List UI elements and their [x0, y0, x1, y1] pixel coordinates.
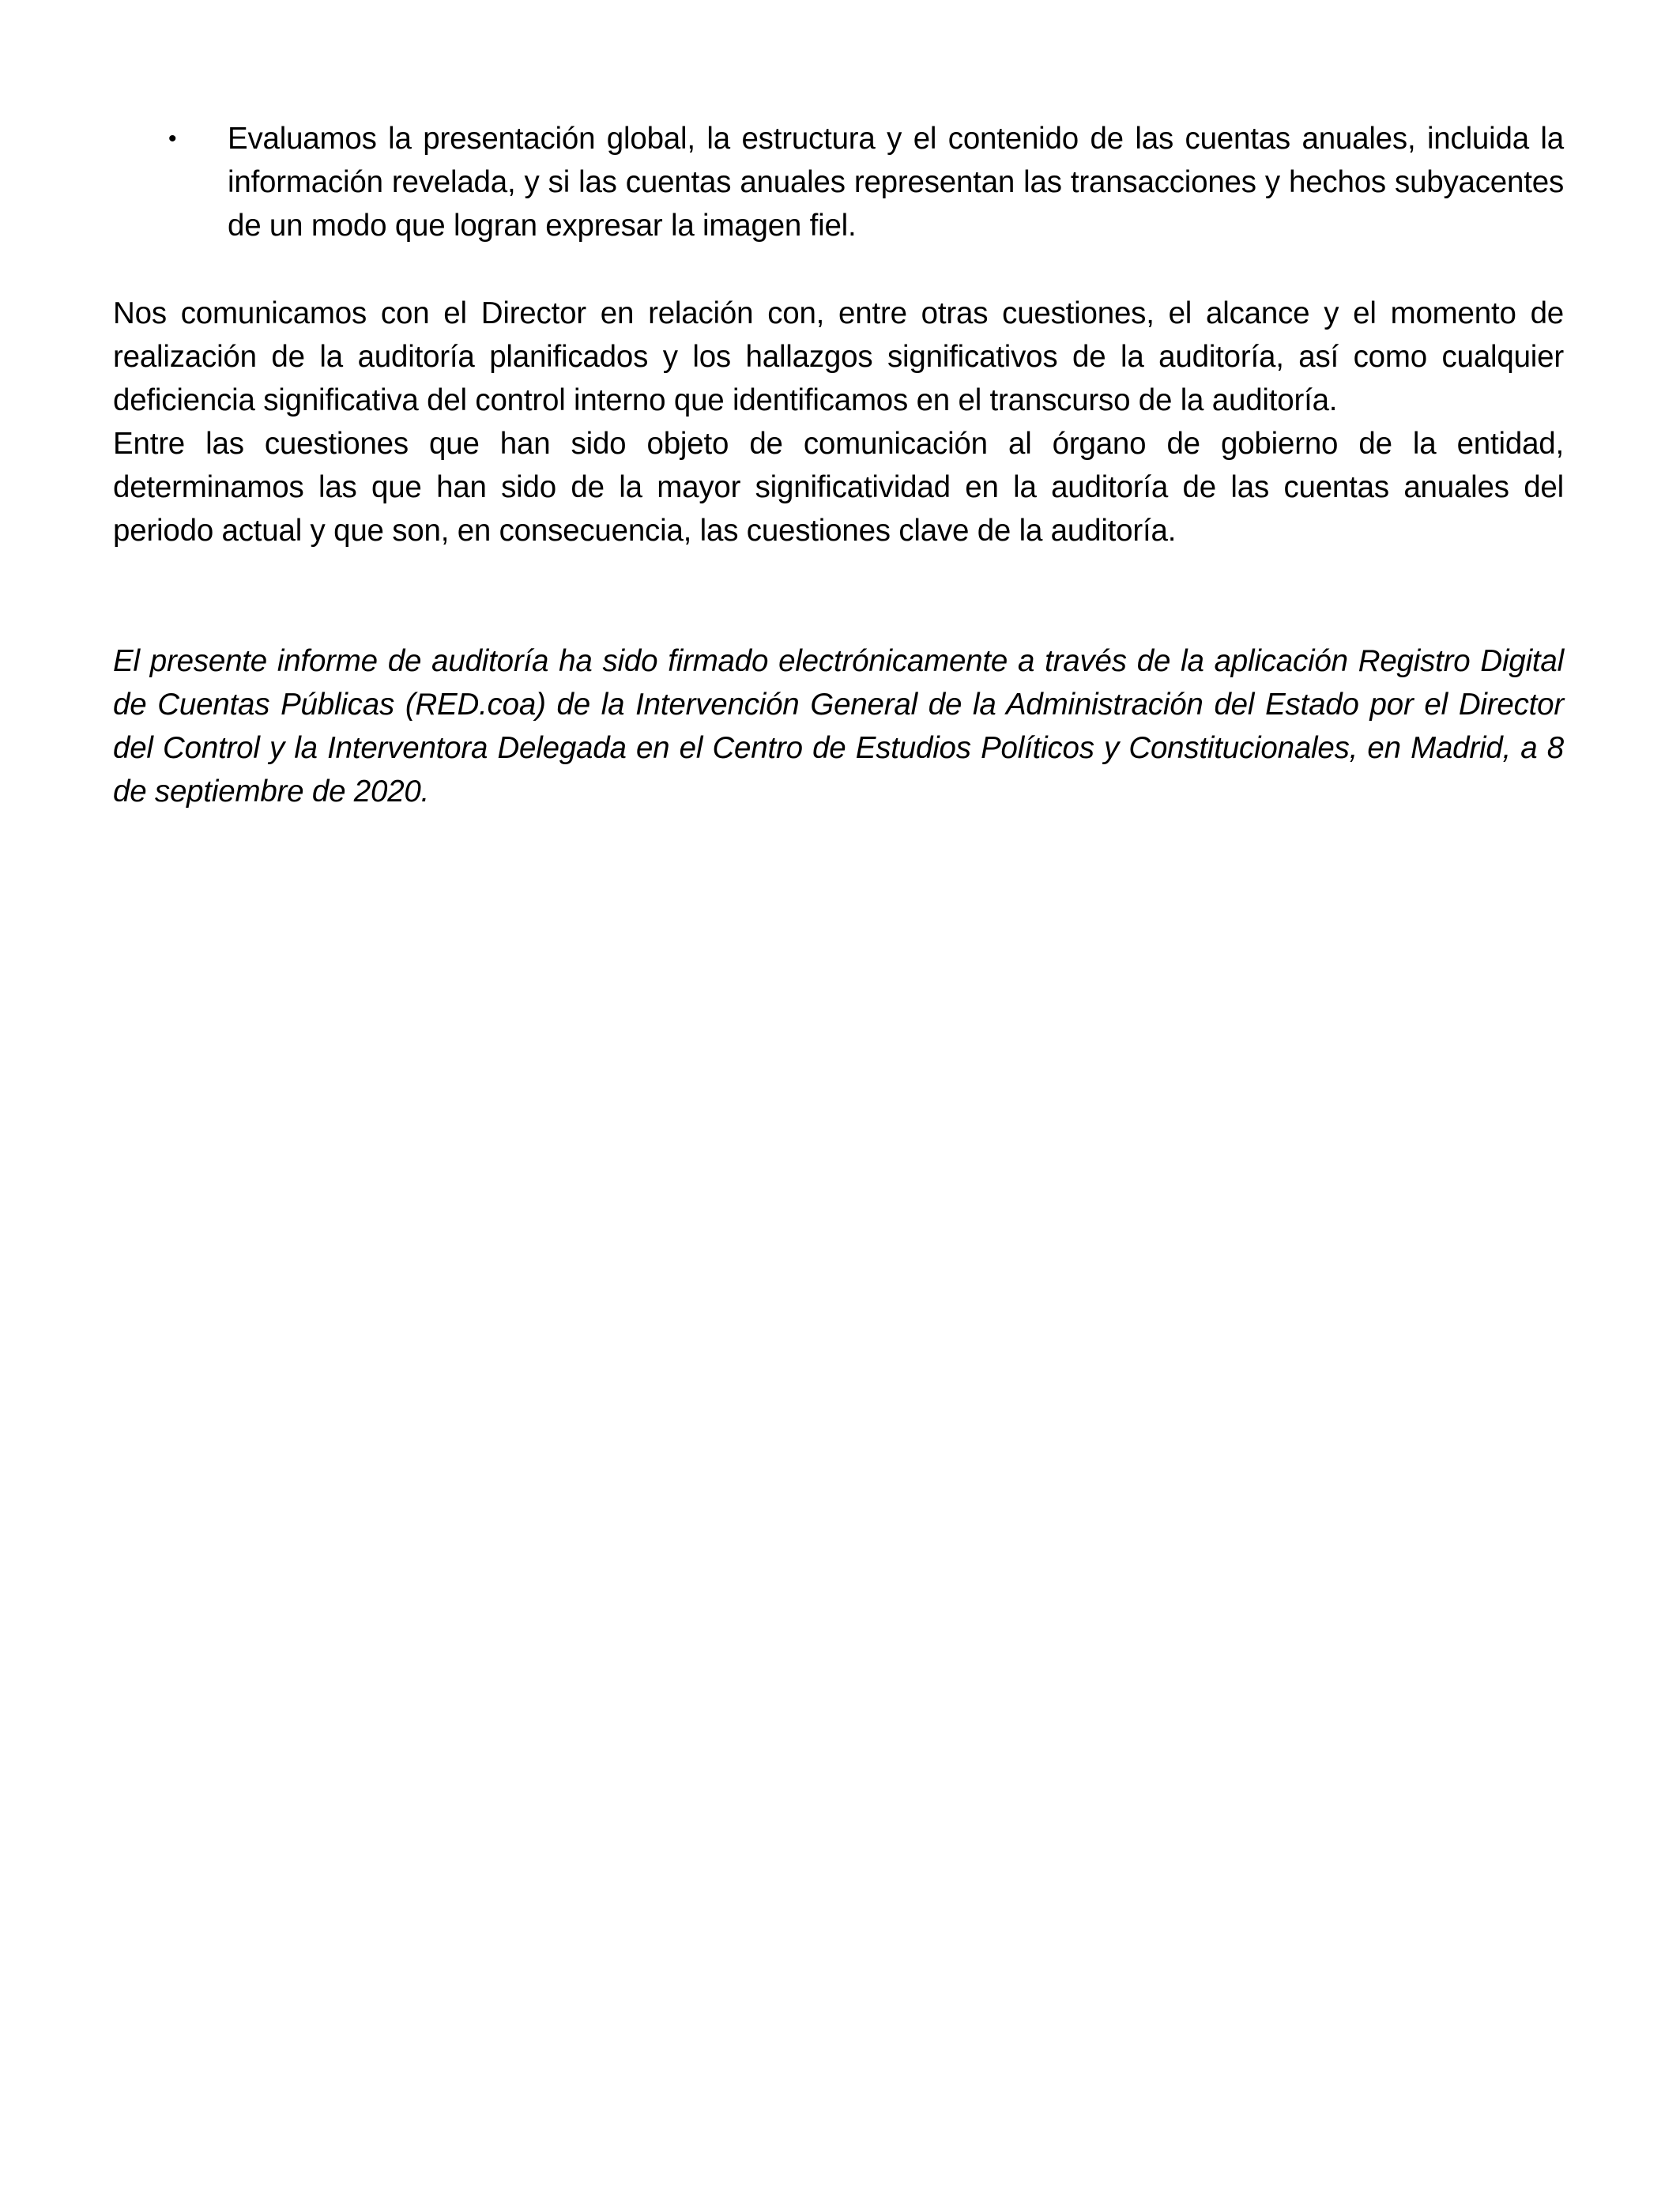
signature-note: El presente informe de auditoría ha sido firmado electrónicamente a través de la aplicación Registro Digital de Cuentas Públicas (RED.coa) de la Intervención General de la Administración del Estado por el Director del Control y la Interventora Delegada en el Centro de Estudios Políticos y Constitucionales, en Madrid, a 8 de septiembre de 2020.: [113, 644, 1564, 809]
bullet-text: Evaluamos la presentación global, la estructura y el contenido de las cuentas anuales, incluida la información revelada, y si las cuentas anuales representan las transacciones y hechos subyacentes de un modo que logran expresar la imagen fiel.: [228, 122, 1564, 243]
spacer: [113, 552, 1564, 639]
list-item: [113, 117, 1564, 247]
bullet-icon: •: [168, 126, 177, 152]
spacer: [113, 247, 1564, 292]
document-body: [113, 117, 1564, 813]
paragraph-communication: Nos comunicamos con el Director en relación con, entre otras cuestiones, el alcance y el momento de realización de la auditoría planificados y los hallazgos significativos de la auditoría, así como cualquier deficiencia significativa del control interno que identificamos en el transcurso de la auditoría.: [113, 296, 1564, 417]
paragraph-key-matters: Entre las cuestiones que han sido objeto de comunicación al órgano de gobierno de la entidad, determinamos las que han sido de la mayor significatividad en la auditoría de las cuentas anuales del periodo actual y que son, en consecuencia, las cuestiones clave de la auditoría.: [113, 427, 1564, 548]
